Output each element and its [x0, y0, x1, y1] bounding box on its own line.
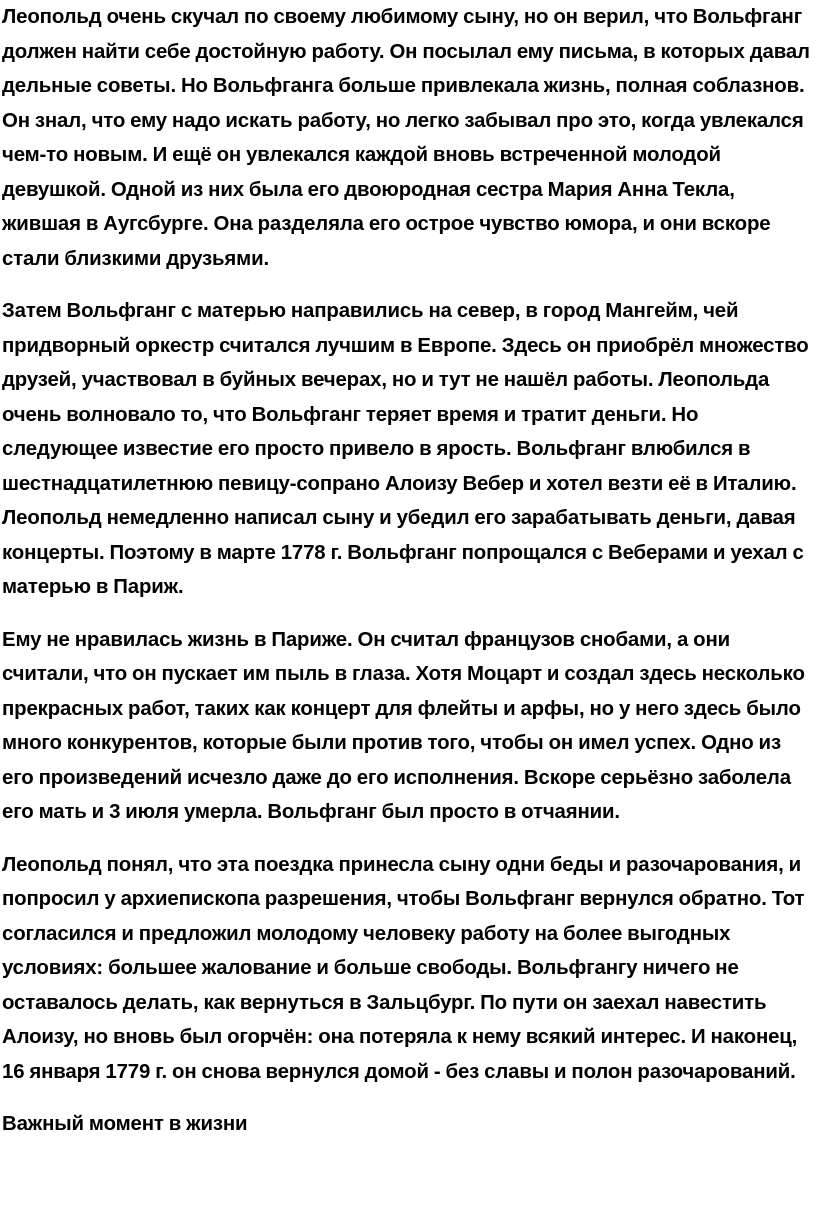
paragraph-2: Затем Вольфганг с матерью направились на север, в город Мангейм, чей придворный оркестр считался лучшим в Европе. Здесь он приобрёл множество друзей, участвовал в буйных вечерах, но и тут не нашёл работы. Леопольда очень волновало то, что Вольфганг теряет время и тратит деньги. Но следующее известие его просто привело в ярость. Вольфганг влюбился в шестнадцатилетнюю певицу-сопрано Алоизу Вебер и хотел везти её в Италию. Леопольд немедленно написал сыну и убедил его зарабатывать деньги, давая концерты. Поэтому в марте 1778 г. Вольфганг попрощался с Веберами и уехал с матерью в Париж. [2, 300, 809, 598]
paragraph-1: Леопольд очень скучал по своему любимому сыну, но он верил, что Вольфганг должен найти себе достойную работу. Он посылал ему письма, в которых давал дельные советы. Но Вольфганга больше привлекала жизнь, полная соблазнов. Он знал, что ему надо искать работу, но легко забывал про это, когда увлекался чем-то новым. И ещё он увлекался каждой вновь встреченной молодой девушкой. Одной из них была его двоюродная сестра Мария Анна Текла, жившая в Аугсбурге. Она разделяла его острое чувство юмора, и они вскоре стали близкими друзьями. [2, 6, 810, 270]
section-heading: Важный момент в жизни [2, 1113, 248, 1135]
document-body [2, 0, 814, 1142]
paragraph-3: Ему не нравилась жизнь в Париже. Он считал французов снобами, а они считали, что он пускает им пыль в глаза. Хотя Моцарт и создал здесь несколько прекрасных работ, таких как концерт для флейты и арфы, но у него здесь было много конкурентов, которые были против того, чтобы он имел успех. Одно из его произведений исчезло даже до его исполнения. Вскоре серьёзно заболела его мать и 3 июля умерла. Вольфганг был просто в отчаянии. [2, 628, 805, 823]
paragraph-4: Леопольд понял, что эта поездка принесла сыну одни беды и разочарования, и попросил у архиепископа разрешения, чтобы Вольфганг вернулся обратно. Тот согласился и предложил молодому человеку работу на более выгодных условиях: большее жалование и больше свободы. Вольфгангу ничего не оставалось делать, как вернуться в Зальцбург. По пути он заехал навестить Алоизу, но вновь был огорчён: она потеряла к нему всякий интерес. И наконец, 16 января 1779 г. он снова вернулся домой - без славы и полон разочарований. [2, 853, 805, 1083]
